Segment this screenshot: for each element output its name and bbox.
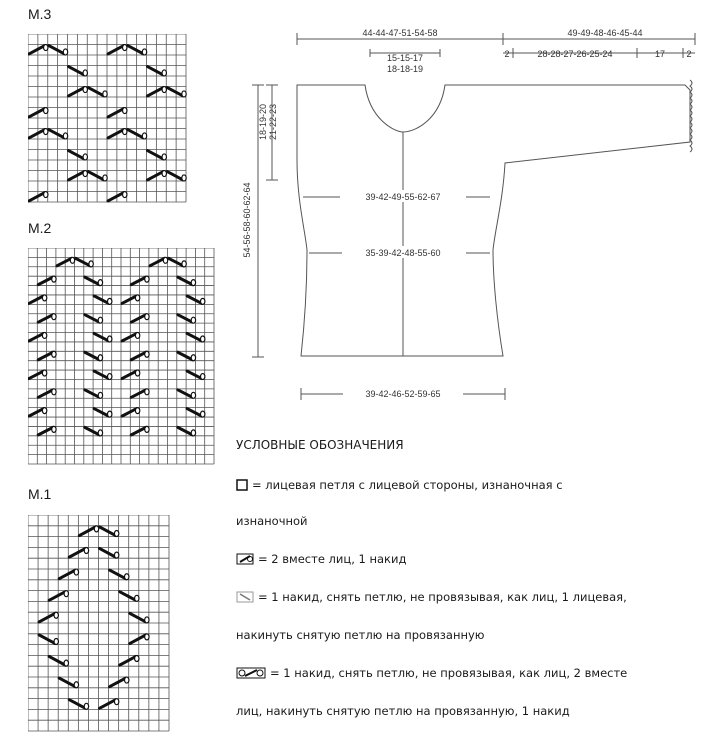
stitch-symbol (69, 151, 88, 160)
legend-item-yo-slip (236, 590, 627, 604)
stitch-symbol (108, 192, 127, 201)
dim-body-width: 44-44-47-51-54-58 (362, 28, 438, 38)
stitch-symbol (29, 192, 48, 201)
dim-waist: 35-39-42-48-55-60 (365, 248, 441, 258)
dim-sleeve-main: 28-28-27-26-25-24 (537, 49, 613, 59)
dim-chest: 39-42-49-55-62-67 (365, 192, 441, 202)
stitch-symbol (178, 315, 196, 324)
yo-sl-k2tog-psso-yo-icon (236, 667, 266, 679)
stitch-symbol (100, 699, 119, 709)
legend-text-double-cont: лиц, накинуть снятую петлю на провязанную, 1 накид (236, 704, 570, 718)
stitch-symbol (69, 171, 88, 180)
stitch-symbol (148, 151, 167, 160)
stitch-symbol (69, 67, 88, 76)
stitch-symbol (187, 371, 205, 380)
legend-item-knit (236, 478, 563, 492)
dim-neck-1: 15-15-17 (386, 53, 424, 63)
chart-m1-title: M.1 (28, 486, 52, 502)
k2tog-yo-icon (236, 553, 254, 565)
stitch-symbol (108, 108, 127, 117)
stitch-symbol (178, 390, 196, 399)
stitch-symbol (122, 332, 140, 341)
stitch-symbol (122, 295, 140, 304)
dim-edge-right: 2 (686, 49, 692, 59)
stitch-symbol (85, 352, 103, 361)
stitch-symbol (128, 130, 147, 139)
stitch-symbol (187, 409, 205, 418)
chart-m1-grid (28, 515, 171, 733)
stitch-symbol (94, 409, 112, 418)
stitch-symbol (85, 315, 103, 324)
legend-item-k2tog (236, 552, 406, 566)
stitch-symbol (110, 677, 129, 687)
stitch-symbol (178, 427, 196, 436)
stitch-symbol (49, 130, 68, 139)
legend-heading: УСЛОВНЫЕ ОБОЗНАЧЕНИЯ (236, 438, 404, 452)
stitch-symbol (76, 258, 94, 267)
legend-text-k2tog: = 2 вместе лиц, 1 накид (258, 552, 407, 566)
stitch-symbol (39, 635, 58, 645)
stitch-symbol (29, 332, 47, 341)
stitch-symbol (38, 276, 56, 285)
stitch-symbol (38, 314, 56, 323)
chart-m2-title: M.2 (28, 220, 52, 236)
stitch-symbol (94, 371, 112, 380)
stitch-symbol (131, 389, 149, 398)
legend-text-double: = 1 накид, снять петлю, не провязывая, как лиц, 2 вместе (270, 666, 628, 680)
stitch-symbol (148, 87, 167, 96)
dim-total-length: 54-56-58-60-62-64 (242, 182, 252, 258)
legend-text-knit-cont: изнаночной (236, 514, 308, 528)
stitch-symbol (88, 88, 107, 97)
dim-neck-2: 18-18-19 (386, 64, 424, 74)
dim-armhole-2: 21-22-23 (268, 103, 278, 141)
stitch-symbol (94, 333, 112, 342)
stitch-symbol (131, 276, 149, 285)
stitch-symbol (29, 295, 47, 304)
legend-text-yo-slip-cont: накинуть снятую петлю на провязанную (236, 628, 485, 642)
dim-sleeve-17: 17 (654, 49, 666, 59)
stitch-symbol (178, 352, 196, 361)
stitch-symbol (59, 678, 78, 688)
stitch-symbol (57, 257, 75, 266)
stitch-symbol (29, 108, 48, 117)
stitch-symbol (85, 390, 103, 399)
garment-outline (297, 85, 690, 356)
stitch-symbol (128, 46, 147, 55)
stitch-symbol (100, 527, 119, 537)
dim-sleeve-width: 49-49-48-46-45-44 (567, 28, 643, 38)
stitch-symbol (108, 129, 127, 138)
stitch-symbol (69, 700, 88, 710)
stitch-symbol (29, 45, 48, 54)
stitch-symbol (94, 296, 112, 305)
stitch-symbol (131, 351, 149, 360)
empty-square-icon (236, 479, 248, 491)
stitch-symbol (122, 408, 140, 417)
stitch-symbol (29, 129, 48, 138)
stitch-symbol (130, 634, 149, 644)
stitch-symbol (39, 612, 58, 622)
legend-text-yo-slip: = 1 накид, снять петлю, не провязывая, как лиц, 1 лицевая, (258, 590, 627, 604)
stitch-symbol (131, 314, 149, 323)
stitch-symbol (100, 548, 119, 558)
chart-m3-grid (28, 34, 188, 204)
stitch-symbol (110, 570, 129, 580)
yo-slip-knit-psso-icon (236, 591, 254, 603)
legend-item-double (236, 666, 627, 680)
stitch-symbol (69, 87, 88, 96)
stitch-symbol (187, 333, 205, 342)
stitch-symbol (69, 547, 88, 557)
stitch-symbol (169, 258, 187, 267)
stitch-symbol (148, 171, 167, 180)
garment-schematic (235, 20, 710, 405)
stitch-symbol (122, 370, 140, 379)
stitch-symbol (108, 45, 127, 54)
stitch-symbol (85, 427, 103, 436)
stitch-symbol (49, 591, 68, 601)
stitch-symbol (167, 88, 186, 97)
chart-m3-title: M.3 (28, 6, 52, 22)
stitch-symbol (79, 526, 98, 536)
chart-m2-grid (28, 248, 216, 466)
stitch-symbol (131, 426, 149, 435)
legend-text-knit: = лицевая петля с лицевой стороны, изнаночная с (252, 478, 563, 492)
stitch-symbol (167, 172, 186, 181)
stitch-symbol (29, 370, 47, 379)
stitch-symbol (38, 351, 56, 360)
stitch-symbol (130, 613, 149, 623)
dim-hem: 39-42-46-52-59-65 (365, 389, 441, 399)
stitch-symbol (187, 296, 205, 305)
stitch-symbol (29, 408, 47, 417)
stitch-symbol (49, 46, 68, 55)
stitch-symbol (148, 67, 167, 76)
stitch-symbol (85, 277, 103, 286)
stitch-symbol (88, 172, 107, 181)
stitch-symbol (178, 277, 196, 286)
stitch-symbol (59, 569, 78, 579)
stitch-symbol (38, 389, 56, 398)
stitch-symbol (49, 656, 68, 666)
dim-armhole-1: 18-19-20 (258, 103, 268, 141)
stitch-symbol (38, 426, 56, 435)
dim-edge-left: 2 (504, 49, 510, 59)
stitch-symbol (120, 592, 139, 602)
stitch-symbol (150, 257, 168, 266)
stitch-symbol (120, 655, 139, 665)
